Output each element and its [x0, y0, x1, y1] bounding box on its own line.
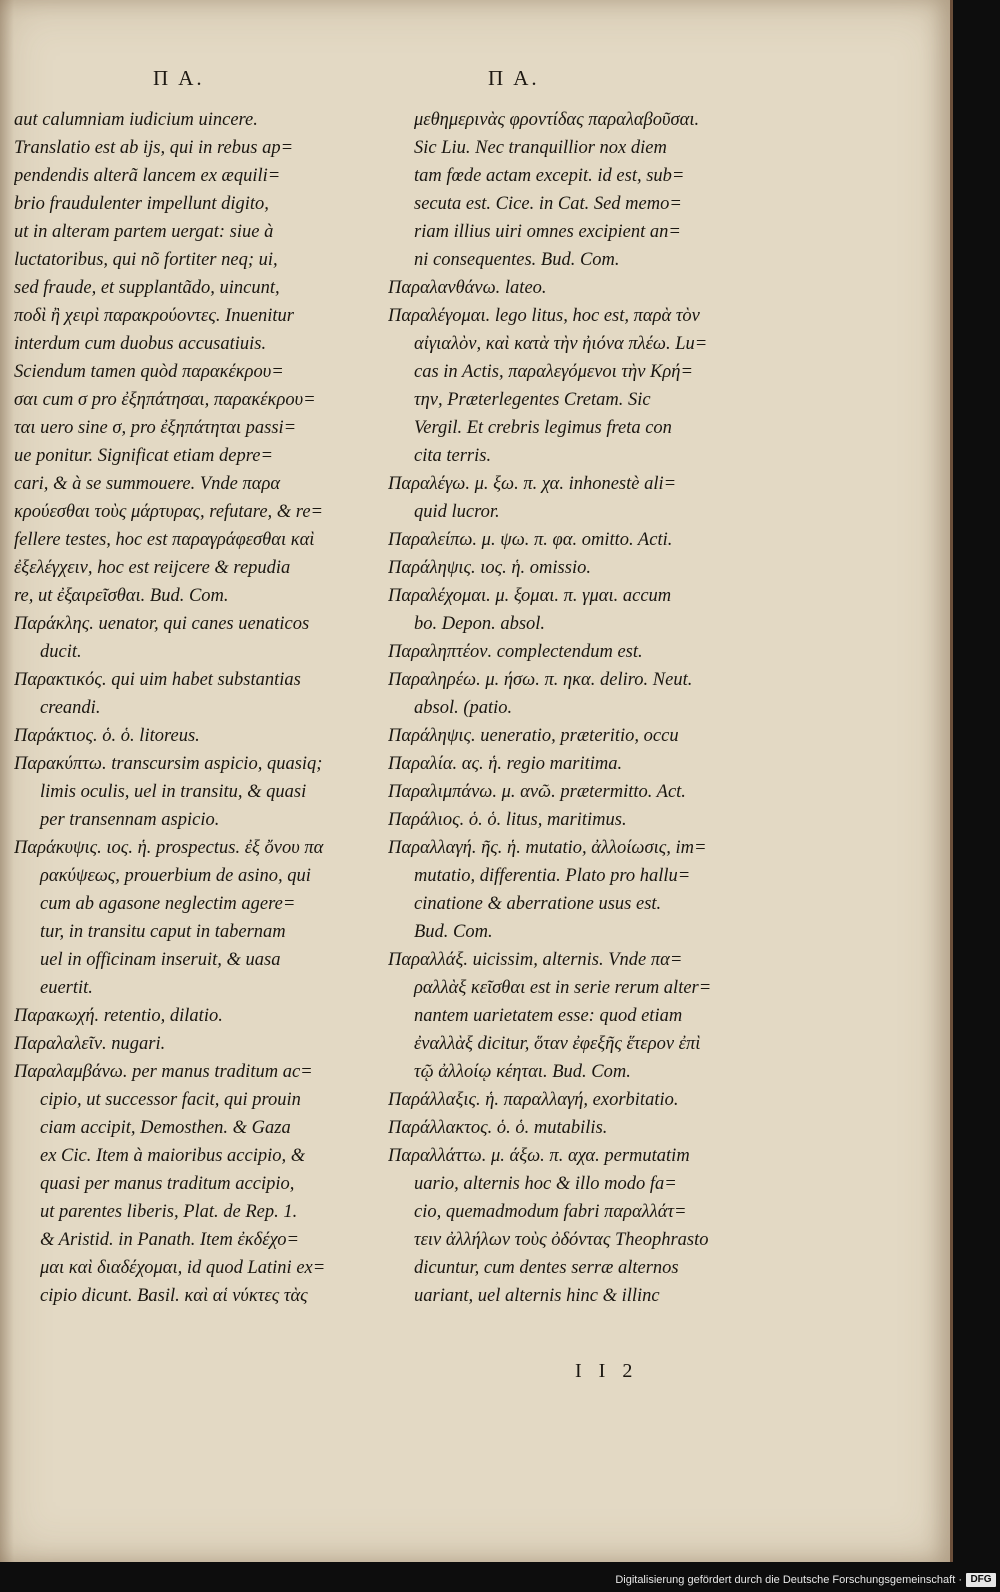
text-line: cum ab agasone neglectim agere= [40, 894, 296, 914]
text-line: Παραλαμβάνω. per manus traditum ac= [14, 1062, 313, 1082]
text-line: aut calumniam iudicium uincere. [14, 110, 258, 130]
text-line: uariant, uel alternis hinc & illinc [414, 1286, 660, 1306]
text-line: ducit. [40, 642, 82, 662]
text-line: Vergil. Et crebris legimus freta con [414, 418, 672, 438]
text-line: pendendis alterã lancem ex æquili= [14, 166, 281, 186]
text-line: τῷ ἀλλοίῳ κέηται. Bud. Com. [414, 1062, 631, 1082]
text-line: ni consequentes. Bud. Com. [414, 250, 620, 270]
text-line: Παράληψις. ueneratio, prӕteritio, occu [388, 726, 679, 746]
text-line: μεθημερινὰς φροντίδας παραλαβοῦσαι. [414, 110, 700, 130]
text-line: secuta est. Cice. in Cat. Sed memo= [414, 194, 682, 214]
text-line: Παράκυψις. ιος. ἡ. prospectus. ἐξ ὄνου πα [14, 838, 324, 858]
text-line: τειν ἀλλήλων τοὺς ὀδόντας Theophrasto [414, 1230, 709, 1250]
text-line: cas in Actis, παραλεγόμενοι τὴν Κρή= [414, 362, 693, 382]
text-line: Παραλέγομαι. lego litus, hoc est, παρὰ τὸν [388, 306, 700, 326]
text-line: per transennam aspicio. [40, 810, 220, 830]
text-line: creandi. [40, 698, 101, 718]
text-line: dicuntur, cum dentes serrӕ alternos [414, 1258, 679, 1278]
text-line: Παράλλαξις. ἡ. παραλλαγή, exorbitatio. [388, 1090, 679, 1110]
text-line: κρούεσθαι τοὺς μάρτυρας, refutare, & re= [14, 502, 324, 522]
funding-credit: Digitalisierung gefördert durch die Deutsche Forschungsgemeinschaft · [615, 1574, 962, 1586]
text-line: Παράληψις. ιος. ἡ. omissio. [388, 558, 591, 578]
text-line: brio fraudulenter impellunt digito, [14, 194, 269, 214]
text-line: ραλλὰξ κεῖσθαι est in serie rerum alter= [414, 978, 712, 998]
text-line: Παρακύπτω. transcursim aspicio, quasiq; [14, 754, 323, 774]
text-line: cita terris. [414, 446, 492, 466]
text-line: ut in alteram partem uergat: siue à [14, 222, 274, 242]
page-header-right: Π Α. [488, 66, 540, 90]
text-line: euertit. [40, 978, 93, 998]
text-line: Sic Liu. Nec tranquillior nox diem [414, 138, 667, 158]
text-line: ρακύψεως, prouerbium de asino, qui [40, 866, 311, 886]
text-line: cinatione & aberratione usus est. [414, 894, 662, 914]
text-line: tur, in transitu caput in tabernam [40, 922, 286, 942]
text-line: uario, alternis hoc & illo modo fa= [414, 1174, 677, 1194]
text-line: ἐναλλὰξ dicitur, ὅταν ἐφεξῆς ἕτερον ἐπὶ [414, 1034, 701, 1054]
text-line: Παραλλαγή. ῆς. ἡ. mutatio, ἀλλοίωσις, im= [388, 838, 707, 858]
text-line: Παρακωχή. retentio, dilatio. [14, 1006, 223, 1026]
text-line: interdum cum duobus accusatiuis. [14, 334, 267, 354]
text-line: αἰγιαλὸν, καὶ κατὰ τὴν ἠιόνα πλέω. Lu= [414, 334, 708, 354]
text-line: ex Cic. Item à maioribus accipio, & [40, 1146, 306, 1166]
text-line: Παράλλακτος. ὁ. ὁ. mutabilis. [388, 1118, 608, 1138]
text-line: cipio, ut successor facit, qui prouin [40, 1090, 301, 1110]
text-line: tam fœde actam excepit. id est, sub= [414, 166, 685, 186]
right-text-column [388, 106, 738, 1310]
text-line: Παραλλάξ. uicissim, alternis. Vnde πα= [388, 950, 683, 970]
text-line: Παραλέγω. μ. ξω. π. χα. inhonestè ali= [388, 474, 677, 494]
text-line: την, Prӕterlegentes Cretam. Sic [414, 390, 651, 410]
signature-mark: I I 2 [575, 1360, 639, 1382]
dfg-logo: DFG [966, 1573, 996, 1587]
text-line: absol. (patio. [414, 698, 513, 718]
text-line: Παραλλάττω. μ. άξω. π. αχα. permutatim [388, 1146, 690, 1166]
text-line: mutatio, differentia. Plato pro hallu= [414, 866, 691, 886]
text-line: sed fraude, et supplantãdo, uincunt, [14, 278, 280, 298]
text-line: quasi per manus traditum accipio, [40, 1174, 295, 1194]
left-text-column [14, 106, 374, 1310]
text-line: Παραλέχομαι. μ. ξομαι. π. γμαι. accum [388, 586, 672, 606]
text-line: cari, & à se summouere. Vnde παρα [14, 474, 281, 494]
text-line: ciam accipit, Demosthen. & Gaza [40, 1118, 291, 1138]
text-line: Παραλιμπάνω. μ. ανῶ. prӕtermitto. Act. [388, 782, 686, 802]
text-line: nantem uarietatem esse: quod etiam [414, 1006, 683, 1026]
page-header-left: Π Α. [153, 66, 205, 90]
text-line: quid lucror. [414, 502, 500, 522]
text-line: Bud. Com. [414, 922, 493, 942]
text-line: σαι cum σ pro ἐξηπάτησαι, παρακέκρου= [14, 390, 316, 410]
text-line: limis oculis, uel in transitu, & quasi [40, 782, 307, 802]
text-line: Παραληρέω. μ. ήσω. π. ηκα. deliro. Neut. [388, 670, 693, 690]
text-line: ue ponitur. Significat etiam depre= [14, 446, 273, 466]
text-line: μαι καὶ διαδέχομαι, id quod Latini ex= [40, 1258, 326, 1278]
text-line: Παράλιος. ὁ. ὁ. litus, maritimus. [388, 810, 627, 830]
text-line: cio, quemadmodum fabri παραλλάτ= [414, 1202, 687, 1222]
text-line: Παρακτικός. qui uim habet substantias [14, 670, 301, 690]
text-line: fellere testes, hoc est παραγράφεσθαι καὶ [14, 530, 315, 550]
text-line: re, ut ἐξαιρεῖσθαι. Bud. Com. [14, 586, 229, 606]
text-line: cipio dicunt. Basil. καὶ αἱ νύκτες τὰς [40, 1286, 308, 1306]
text-line: luctatoribus, qui nõ fortiter neq; ui, [14, 250, 278, 270]
text-line: ποδὶ ἢ χειρὶ παρακρούοντες. Inuenitur [14, 306, 294, 326]
text-line: Sciendum tamen quòd παρακέκρου= [14, 362, 284, 382]
text-line: Παράκτιος. ὁ. ὁ. litoreus. [14, 726, 200, 746]
text-line: Παραλαλεῖν. nugari. [14, 1034, 166, 1054]
text-line: uel in officinam inseruit, & uasa [40, 950, 281, 970]
text-line: riam illius uiri omnes excipient an= [414, 222, 681, 242]
text-line: bo. Depon. absol. [414, 614, 546, 634]
text-line: Παραλανθάνω. lateo. [388, 278, 547, 298]
text-line: Παραληπτέον. complectendum est. [388, 642, 643, 662]
text-line: ut parentes liberis, Plat. de Rep. 1. [40, 1202, 298, 1222]
text-line: & Aristid. in Panath. Item ἐκδέχο= [40, 1230, 300, 1250]
text-line: Παραλείπω. μ. ψω. π. φα. omitto. Acti. [388, 530, 673, 550]
text-line: Παράκλης. uenator, qui canes uenaticos [14, 614, 310, 634]
text-line: Translatio est ab ijs, qui in rebus ap= [14, 138, 294, 158]
text-line: Παραλία. ας. ἡ. regio maritima. [388, 754, 623, 774]
text-line: ἐξελέγχειν, hoc est reijcere & repudia [14, 558, 291, 578]
text-line: ται uero sine σ, pro ἐξηπάτηται passi= [14, 418, 297, 438]
